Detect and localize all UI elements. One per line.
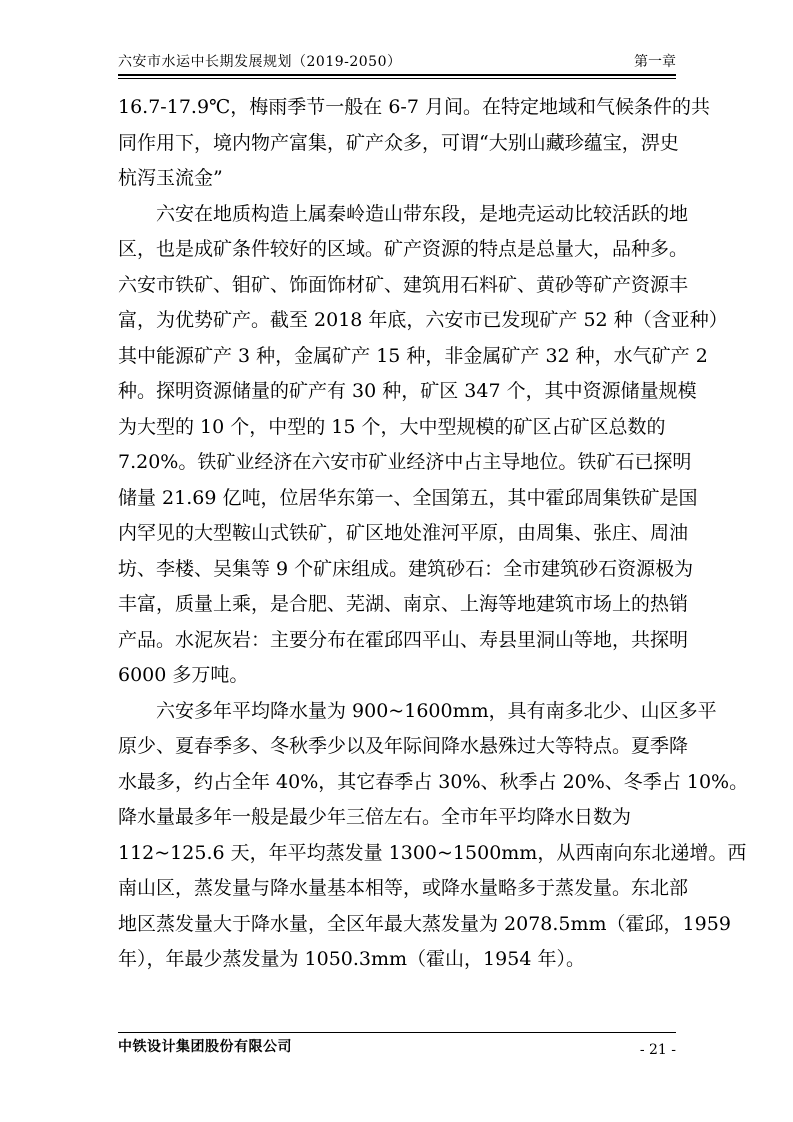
text-line: 杭泻玉流金” — [118, 167, 223, 189]
text-line: 六安多年平均降水量为 900~1600mm，具有南多北少、山区多平 — [156, 699, 717, 722]
text-line: 富，为优势矿产。截至 2018 年底，六安市已发现矿产 52 种（含亚种） — [118, 309, 728, 331]
document-title: 六安市水运中长期发展规划（2019-2050） — [118, 54, 402, 70]
paragraph-precipitation — [118, 694, 749, 978]
text-line: 为大型的 10 个，中型的 15 个，大中型规模的矿区占矿区总数的 — [118, 415, 666, 438]
text-line: 产品。水泥灰岩：主要分布在霍邱四平山、寿县里洞山等地，共探明 — [118, 628, 689, 651]
text-line: 其中能源矿产 3 种，金属矿产 15 种，非金属矿产 32 种，水气矿产 2 — [118, 344, 708, 367]
text-line: 6000 多万吨。 — [118, 664, 249, 686]
text-line: 六安在地质构造上属秦岭造山带东段，是地壳运动比较活跃的地 — [156, 202, 689, 225]
footer-rule — [118, 1032, 676, 1033]
text-line: 六安市铁矿、钼矿、饰面饰材矿、建筑用石料矿、黄砂等矿产资源丰 — [118, 273, 689, 296]
header-rule-thick — [118, 74, 676, 76]
company-name: 中铁设计集团股份有限公司 — [118, 1039, 292, 1055]
text-line: 水最多，约占全年 40%，其它春季占 30%、秋季占 20%、冬季占 10%。 — [118, 770, 749, 793]
header-rule-thin — [118, 78, 676, 79]
paragraph-minerals — [118, 197, 728, 694]
page-number: - 21 - — [639, 1042, 676, 1058]
text-line: 种。探明资源储量的矿产有 30 种，矿区 347 个，其中资源储量规模 — [118, 380, 697, 402]
text-line: 区，也是成矿条件较好的区域。矿产资源的特点是总量大，品种多。 — [118, 238, 689, 260]
text-line: 降水量最多年一般是最少年三倍左右。全市年平均降水日数为 — [118, 806, 632, 828]
text-line: 112~125.6 天，年平均蒸发量 1300~1500mm，从西南向东北递增。西 — [118, 841, 747, 864]
text-line: 原少、夏春季多、冬秋季少以及年际间降水悬殊过大等特点。夏季降 — [118, 735, 689, 757]
text-line: 南山区，蒸发量与降水量基本相等，或降水量略多于蒸发量。东北部 — [118, 877, 689, 899]
text-line: 储量 21.69 亿吨，位居华东第一、全国第五，其中霍邱周集铁矿是国 — [118, 486, 698, 509]
body-text — [118, 90, 749, 978]
paragraph-climate — [118, 90, 710, 197]
chapter-label: 第一章 — [634, 54, 676, 70]
text-line: 内罕见的大型鞍山式铁矿，矿区地处淮河平原，由周集、张庄、周油 — [118, 522, 689, 544]
text-line: 丰富，质量上乘，是合肥、芜湖、南京、上海等地建筑市场上的热销 — [118, 593, 689, 615]
text-line: 地区蒸发量大于降水量，全区年最大蒸发量为 2078.5mm（霍邱，1959 — [118, 912, 731, 935]
text-line: 同作用下，境内物产富集，矿产众多，可谓“大别山藏珍蕴宝，淠史 — [118, 131, 679, 154]
page-header — [118, 52, 676, 76]
text-line: 坊、李楼、吴集等 9 个矿床组成。建筑砂石：全市建筑砂石资源极为 — [118, 557, 694, 580]
text-line: 7.20%。铁矿业经济在六安市矿业经济中占主导地位。铁矿石已探明 — [118, 451, 692, 473]
text-line: 年），年最少蒸发量为 1050.3mm（霍山，1954 年）。 — [118, 948, 585, 970]
text-line: 16.7-17.9℃，梅雨季节一般在 6-7 月间。在特定地域和气候条件的共 — [118, 96, 710, 118]
